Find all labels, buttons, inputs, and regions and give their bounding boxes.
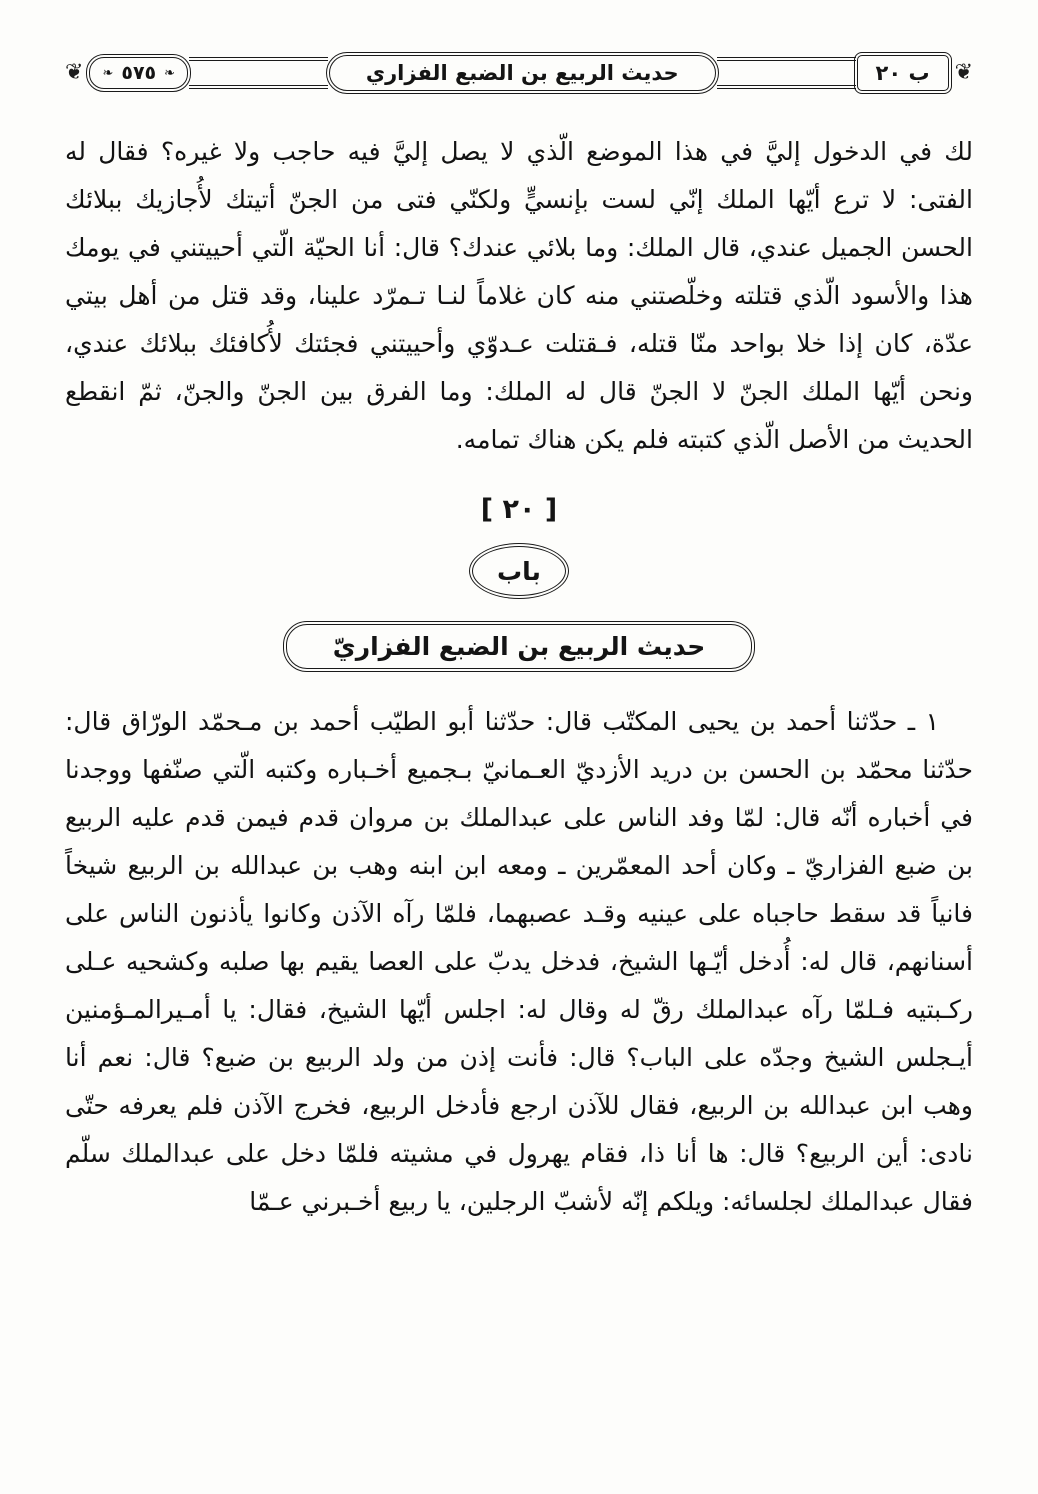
section-number: [ ٢٠ ] (480, 494, 558, 525)
page-header (62, 46, 976, 100)
header-chapter-marker (854, 52, 952, 94)
bab-oval (469, 543, 569, 599)
floral-ornament-icon: ❧ (164, 65, 176, 81)
header-running-title-box (326, 52, 719, 94)
hadith-paragraph: ١ ـ حدّثنا أحمد بن يحيى المكتّب قال: حدّثنا أبو الطيّب أحمد بن مـحمّد الورّاق قال: حدّثنا محمّد بن الحسن بن دريد الأزديّ العـمانيّ بـجميع أخـباره وكتبه الّتي صنّفها ووجدنا في أخباره أنّه قال: لمّا وفد الناس على عبدالملك بن مروان قدم فيمن قدم عليه الربيع بن ضبع الفزاريّ ـ وكان أحد المعمّرين ـ ومعه ابن ابنه وهب بن عبدالله بن الربيع شيخاً فانياً قد سقط حاجباه على عينيه وقـد عصبهما، فلمّا رآه الآذن وكانوا يأذنون الناس على أسنانهم، قال له: أُدخل أيّـها الشيخ، فدخل يدبّ على العصا يقيم بها صلبه وكشحيه عـلى ركـبتيه فـلمّا رآه عبدالملك رقّ له وقال له: اجلس أيّها الشيخ، فقال: يا أمـيرالمـؤمنين أيـجلس الشيخ وجدّه على الباب؟ قال: فأنت إذن من ولد الربيع بن ضبع؟ قال: نعم أنا وهب ابن عبدالله بن الربيع، فقال للآذن ارجع فأدخل الربيع، فخرج الآذن فلم يعرفه حتّى نادى: أين الربيع؟ قال: ها أنا ذا، فقام يهرول في مشيته فلمّا دخل على عبدالملك سلّم فقال عبدالملك لجلسائه: ويلكم إنّه لأشبّ الرجلين، يا ربيع أخـبرني عـمّا (65, 707, 973, 1216)
chapter-marker-text: ب ٢٠ (875, 61, 930, 85)
chapter-title-box (283, 621, 755, 672)
running-title-text: حديث الربيع بن الضبع الفزاري (365, 61, 679, 85)
header-rule (189, 57, 328, 89)
page-body (62, 128, 976, 1226)
floral-ornament-icon: ❦ (65, 60, 84, 85)
page-number: ٥٧٥ (121, 62, 157, 84)
header-rule (717, 57, 856, 89)
floral-ornament-icon: ❧ (102, 65, 114, 81)
bab-label: باب (497, 556, 541, 586)
continuation-paragraph: لك في الدخول إليَّ في هذا الموضع الّذي لا يصل إليَّ فيه حاجب ولا غيره؟ فقال له الفتى: لا ترع أيّها الملك إنّي لست بإنسيٍّ ولكنّي فتى من الجنّ أتيتك لأُجازيك ببلائك الحسن الجميل عندي، قال الملك: وما بلائي عندك؟ قال: أنا الحيّة الّتي أحييتني في يومك هذا والأسود الّذي قتلته وخلّصتني منه كان غلاماً لنـا تـمرّد علينا، وقد قتل من أهل بيتي عدّة، كان إذا خلا بواحد منّا قتله، فـقتلت عـدوّي وأحييتني فجئتك لأُكافئك ببلائك عندي، ونحن أيّها الملك الجنّ لا الجنّ قال له الملك: وما الفرق بين الجنّ والجنّ، ثمّ انقطع الحديث من الأصل الّذي كتبته فلم يكن هناك تمامه. (65, 137, 973, 454)
page-number-box (86, 54, 191, 92)
chapter-title: حديث الربيع بن الضبع الفزاريّ (332, 632, 706, 661)
floral-ornament-icon: ❦ (954, 60, 973, 85)
